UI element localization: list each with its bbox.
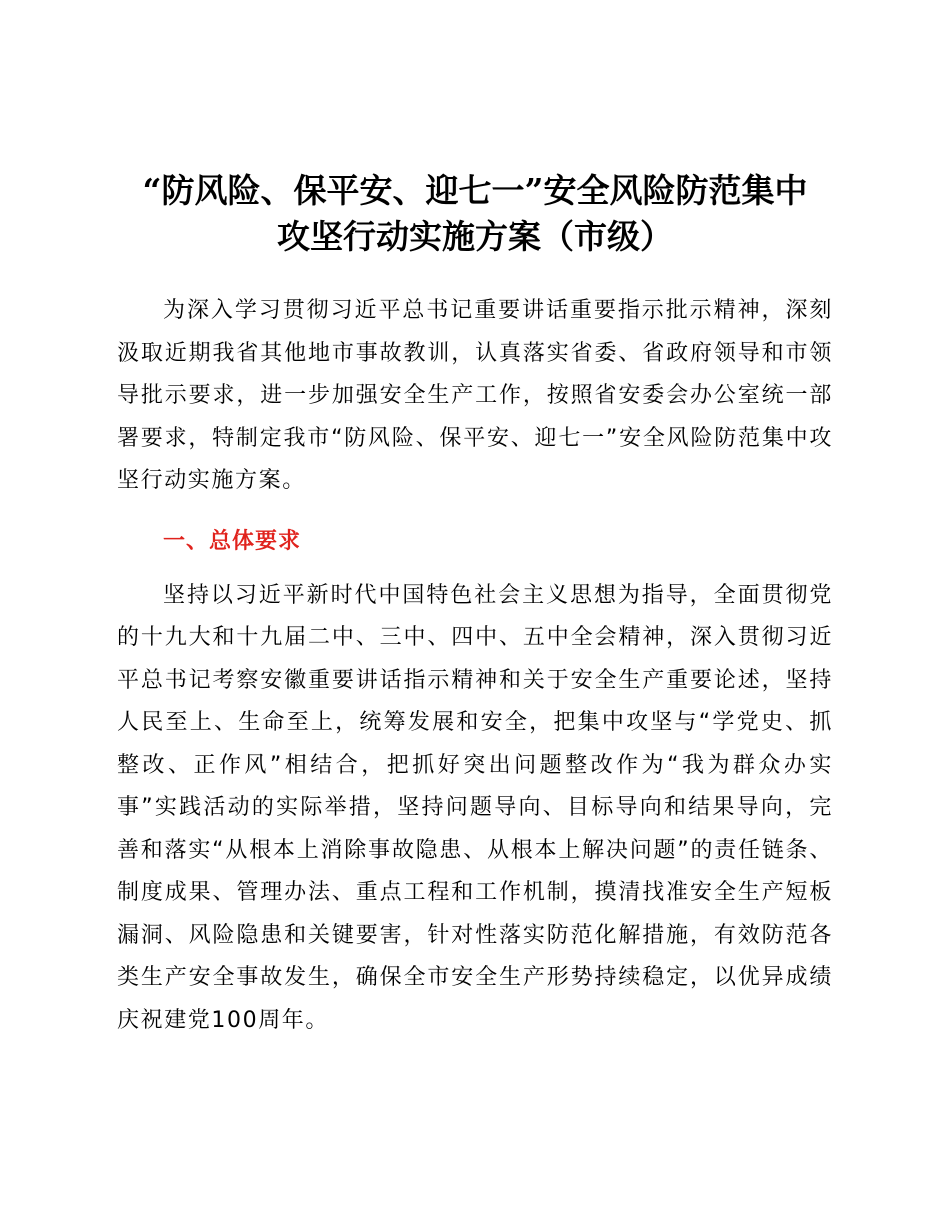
document-title-line-2: 攻坚行动实施方案（市级） <box>277 217 673 256</box>
document-title-line-1: “防风险、保平安、迎七一”安全风险防范集中 <box>142 171 808 210</box>
document-page <box>117 168 833 1042</box>
section-paragraph-general-requirements: 坚持以习近平新时代中国特色社会主义思想为指导，全面贯彻党的十九大和十九届二中、三中、四中、五中全会精神，深入贯彻习近平总书记考察安徽重要讲话指示精神和关于安全生产重要论述，坚持人民至上、生命至上，统筹发展和安全，把集中攻坚与“学党史、抓整改、正作风”相结合，把抓好突出问题整改作为“我为群众办实事”实践活动的实际举措，坚持问题导向、目标导向和结果导向，完善和落实“从根本上消除事故隐患、从根本上解决问题”的责任链条、制度成果、管理办法、重点工程和工作机制，摸清找准安全生产短板漏洞、风险隐患和关键要害，针对性落实防范化解措施，有效防范各类生产安全事故发生，确保全市安全生产形势持续稳定，以优异成绩庆祝建党100周年。 <box>117 582 833 1033</box>
section-heading-general-requirements: 一、总体要求 <box>163 528 302 554</box>
intro-paragraph: 为深入学习贯彻习近平总书记重要讲话重要指示批示精神，深刻汲取近期我省其他地市事故教训，认真落实省委、省政府领导和市领导批示要求，进一步加强安全生产工作，按照省安委会办公室统一部署要求，特制定我市“防风险、保平安、迎七一”安全风险防范集中攻坚行动实施方案。 <box>117 298 833 493</box>
document-title <box>117 168 833 260</box>
